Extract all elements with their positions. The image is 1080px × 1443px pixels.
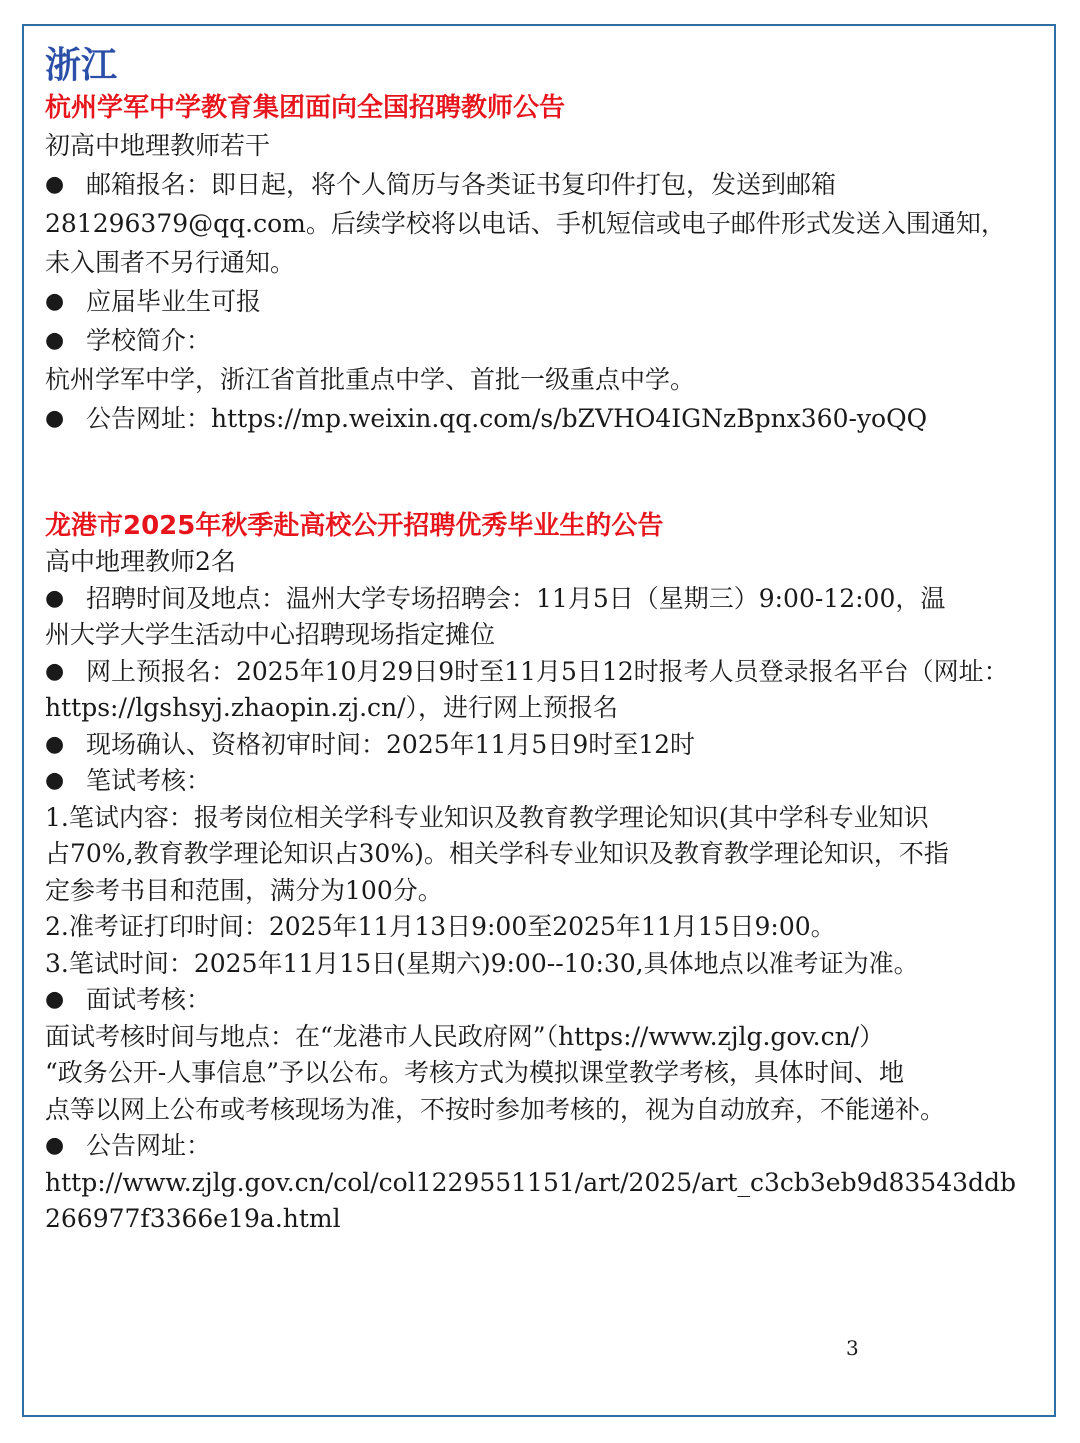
bullet-item: [45, 982, 1035, 1019]
email-text-line: 281296379@qq.com。后续学校将以电话、手机短信或电子邮件形式发送入围通知，: [45, 209, 1006, 238]
page-number: 3: [846, 1336, 859, 1360]
section-title: 龙港市2025年秋季赴高校公开招聘优秀毕业生的公告: [45, 511, 664, 541]
confirm-bullet-text: 现场确认、资格初审时间：2025年11月5日9时至12时: [86, 729, 696, 759]
bullet-item: [45, 282, 1035, 321]
interview-text-line: 面试考核时间与地点：在“龙港市人民政府网”（https://www.zjlg.gov.cn/）: [45, 1021, 885, 1051]
bullet-icon: ●: [45, 987, 65, 1012]
prereg-bullet-text: 网上预报名：2025年10月29日9时至11月5日12时报考人员登录报名平台（网址：: [86, 656, 1009, 686]
announcement-url-text[interactable]: 公告网址：https://mp.weixin.qq.com/s/bZVHO4IGNzBpnx360-yoQQ: [86, 404, 928, 433]
position-text: 高中地理教师2名: [45, 547, 236, 576]
bullet-item: [45, 727, 1035, 764]
written-text-line: 定参考书目和范围，满分为100分。: [45, 875, 443, 905]
bullet-item: [45, 763, 1035, 800]
interview-text-line: “政务公开-人事信息”予以公布。考核方式为模拟课堂教学考核，具体时间、地: [45, 1058, 905, 1087]
bullet-icon: ●: [45, 585, 65, 611]
time-bullet-text: 招聘时间及地点：温州大学专场招聘会：11月5日（星期三）9:00-12:00，温: [86, 583, 946, 613]
interview-bullet-text: 面试考核：: [86, 985, 212, 1014]
bullet-icon: ●: [45, 328, 65, 353]
bullet-item: [45, 399, 1035, 438]
section-title: 杭州学军中学教育集团面向全国招聘教师公告: [45, 93, 566, 123]
announcement-url-line[interactable]: http://www.zjlg.gov.cn/col/col1229551151/art/2025/art_c3cb3eb9d83543ddb: [45, 1167, 1017, 1197]
bullet-icon: ●: [45, 172, 65, 197]
bullet-item: [45, 165, 1035, 204]
bullet-icon: ●: [45, 289, 65, 314]
bullet-icon: ●: [45, 406, 65, 431]
bullet-item: [45, 654, 1035, 691]
intro-text: 杭州学军中学，浙江省首批重点中学、首批一级重点中学。: [45, 365, 696, 394]
url-bullet-text: 公告网址：: [86, 1131, 212, 1160]
email-text-line: 未入围者不另行通知。: [45, 248, 296, 277]
bullet-item: [45, 1128, 1035, 1165]
position-text: 初高中地理教师若干: [45, 131, 271, 160]
section-spacer: [45, 438, 1035, 508]
intro-bullet-text: 学校简介：: [86, 326, 212, 355]
written-bullet-text: 笔试考核：: [86, 766, 212, 795]
graduate-bullet-text: 应届毕业生可报: [86, 287, 262, 316]
bullet-item: [45, 321, 1035, 360]
document-content: [45, 42, 1035, 1238]
written-text-line: 1.笔试内容：报考岗位相关学科专业知识及教育教学理论知识(其中学科专业知识: [45, 802, 929, 832]
written-text-line: 2.准考证打印时间：2025年11月13日9:00至2025年11月15日9:00。: [45, 912, 836, 941]
written-text-line: 占70%,教育教学理论知识占30%)。相关学科专业知识及教育教学理论知识，不指: [45, 839, 949, 868]
bullet-icon: ●: [45, 1133, 65, 1158]
section-xuejun: [45, 90, 1035, 438]
announcement-url-line[interactable]: 266977f3366e19a.html: [45, 1204, 341, 1233]
region-heading: 浙江: [45, 45, 118, 86]
section-longgang: [45, 508, 1035, 1238]
email-bullet-text: 邮箱报名：即日起，将个人简历与各类证书复印件打包，发送到邮箱: [86, 170, 837, 199]
bullet-icon: ●: [45, 658, 65, 684]
time-text-line: 州大学大学生活动中心招聘现场指定摊位: [45, 620, 496, 649]
bullet-icon: ●: [45, 731, 65, 757]
prereg-url-line[interactable]: https://lgshsyj.zhaopin.zj.cn/），进行网上预报名: [45, 693, 619, 722]
bullet-icon: ●: [45, 768, 65, 793]
interview-text-line: 点等以网上公布或考核现场为准，不按时参加考核的，视为自动放弃，不能递补。: [45, 1094, 946, 1124]
bullet-item: [45, 581, 1035, 618]
written-text-line: 3.笔试时间：2025年11月15日(星期六)9:00--10:30,具体地点以准考证为准。: [45, 948, 919, 978]
